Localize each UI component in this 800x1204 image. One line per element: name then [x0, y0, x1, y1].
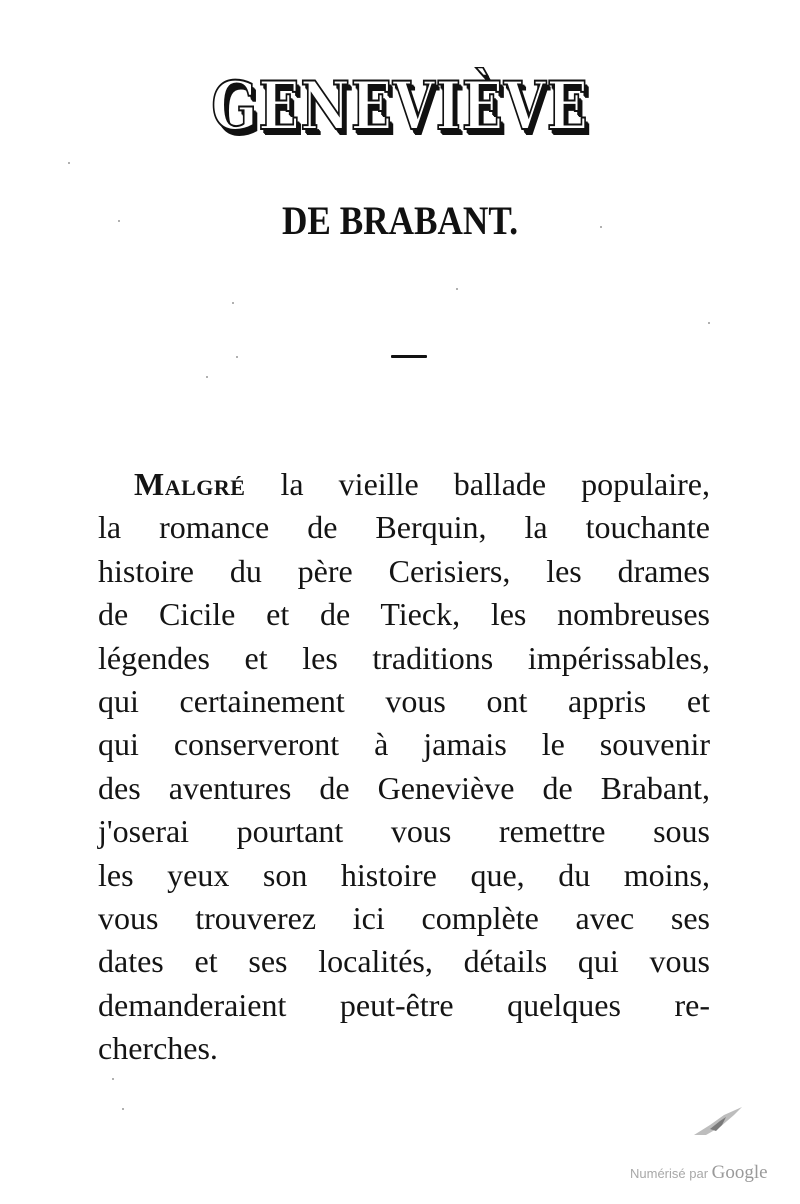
- scan-speck: [708, 322, 710, 324]
- subtitle-de-brabant: DE BRABANT.: [281, 198, 519, 243]
- scan-speck: [206, 376, 208, 378]
- paragraph: [98, 463, 710, 1070]
- scan-speck: [68, 162, 70, 164]
- text-line: dates et ses localités, détails qui vous: [98, 943, 710, 980]
- text-line: [134, 463, 710, 506]
- watermark-brand: Google: [711, 1162, 768, 1183]
- scan-speck: [232, 302, 234, 304]
- text-line: qui certainement vous ont appris et: [98, 682, 710, 719]
- watermark: [630, 1162, 790, 1184]
- scan-smudge-icon: [690, 1105, 750, 1137]
- text-line: légendes et les traditions impérissables,: [98, 639, 710, 676]
- scan-speck: [118, 220, 120, 222]
- scan-speck: [236, 356, 238, 358]
- line-text: la vieille ballade populaire,: [245, 466, 710, 502]
- text-line: de Cicile et de Tieck, les nombreuses: [98, 596, 710, 633]
- text-line: qui conserveront à jamais le souvenir: [98, 726, 710, 763]
- text-line: vous trouverez ici complète avec ses: [98, 899, 710, 936]
- text-line: j'oserai pourtant vous remettre sous: [98, 813, 710, 850]
- separator-rule: [391, 355, 427, 358]
- scan-speck: [600, 226, 602, 228]
- title-genevieve: GENEVIÈVE: [211, 67, 589, 145]
- scan-speck: [456, 288, 458, 290]
- text-line: histoire du père Cerisiers, les drames: [98, 552, 710, 589]
- text-line: les yeux son histoire que, du moins,: [98, 856, 710, 893]
- text-line: cherches.: [98, 1030, 218, 1067]
- text-line: des aventures de Geneviève de Brabant,: [98, 769, 710, 806]
- drop-lead-word: Malgré: [134, 466, 246, 502]
- scan-speck: [122, 1108, 124, 1110]
- text-line: la romance de Berquin, la touchante: [98, 509, 710, 546]
- watermark-prefix: Numérisé par: [630, 1166, 712, 1181]
- scan-speck: [112, 1078, 114, 1080]
- text-line: demanderaient peut-être quelques re-: [98, 986, 710, 1023]
